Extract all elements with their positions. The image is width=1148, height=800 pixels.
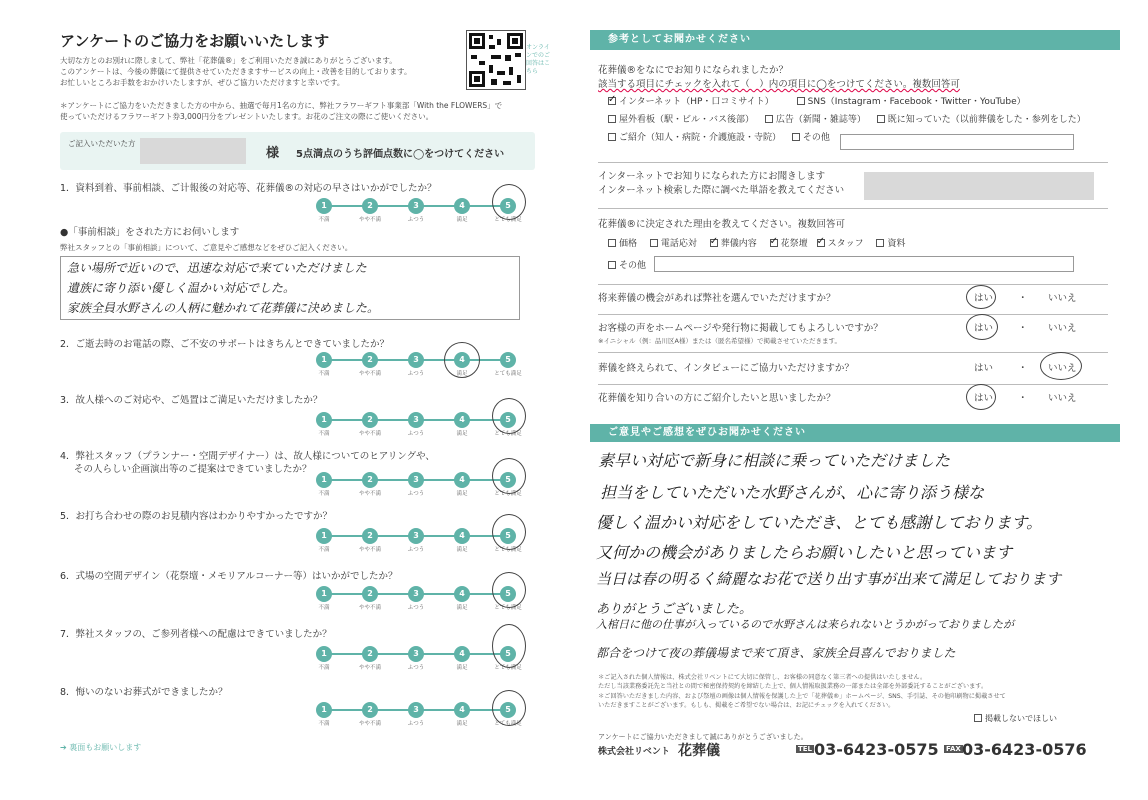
scale-label: 不満 — [318, 491, 330, 497]
reason-phone[interactable]: 電話応対 — [650, 239, 697, 249]
rating-3[interactable]: 3 — [408, 412, 424, 428]
checkbox[interactable] — [974, 714, 982, 722]
divider — [598, 208, 1108, 209]
scale-label: ふつう — [407, 217, 425, 223]
r2-question: インターネットでお知りになられた方にお聞きします — [598, 171, 826, 182]
handwritten-line: ありがとうございました。 — [596, 602, 753, 617]
selected-mark — [492, 572, 526, 608]
yn-question-1: 将来葬儀の機会があれば弊社を選んでいただけますか？ — [598, 293, 836, 304]
rating-1[interactable]: 1 — [316, 586, 332, 602]
scale-label: ふつう — [407, 371, 425, 377]
rating-4[interactable]: 4 — [454, 702, 470, 718]
rating-1[interactable]: 1 — [316, 646, 332, 662]
scale-label: やや不満 — [358, 491, 381, 497]
selected-mark — [966, 285, 996, 309]
checkbox[interactable] — [608, 115, 616, 123]
name-label: ご記入いただいた方 — [68, 139, 136, 148]
selected-mark — [492, 690, 526, 726]
scale-label: やや不満 — [358, 217, 381, 223]
tel-number[interactable]: 03-6423-0575 — [814, 740, 939, 759]
handwritten-line: 遺族に寄り添い優しく温かい対応でした。 — [67, 281, 296, 295]
thanks-text: アンケートにご協力いただきまして誠にありがとうございました。 — [598, 733, 808, 741]
scale-label: やや不満 — [358, 547, 381, 553]
yes-option[interactable]: はい — [974, 293, 994, 304]
rating-2[interactable]: 2 — [362, 528, 378, 544]
scale-label: ふつう — [407, 547, 425, 553]
handwritten-line: 当日は春の明るく綺麗なお花で送り出す事が出来て満足しております — [596, 570, 1062, 588]
selected-mark — [492, 398, 526, 434]
selected-mark — [492, 458, 526, 494]
rating-1[interactable]: 1 — [316, 702, 332, 718]
rating-5[interactable]: 5 — [500, 412, 516, 428]
checkbox[interactable] — [877, 115, 885, 123]
scale-label: ふつう — [407, 431, 425, 437]
rating-3[interactable]: 3 — [408, 528, 424, 544]
scale-label: とても満足 — [494, 547, 522, 553]
handwritten-line: 素早い対応で新身に相談に乗っていただけました — [598, 451, 951, 470]
right-page — [574, 0, 1148, 800]
rating-3[interactable]: 3 — [408, 472, 424, 488]
checkbox[interactable] — [817, 239, 825, 247]
option-signboard[interactable]: 屋外看板（駅・ビル・バス後部） — [608, 115, 754, 125]
scale-label: やや不満 — [358, 371, 381, 377]
rating-4[interactable]: 4 — [454, 472, 470, 488]
yn-question-2-note: ※イニシャル（例：品川区A様）または（匿名希望様）で掲載させていただきます。 — [598, 337, 841, 345]
handwritten-line: 担当をしていただいた水野さんが、心に寄り添う様な — [600, 483, 985, 502]
r2-sub: インターネット検索した際に調べた単語を教えてください — [598, 185, 845, 196]
qr-caption: オンラインでのご回答はこちら — [526, 44, 551, 75]
checkbox[interactable] — [608, 239, 616, 247]
yn-question-4: 花葬儀を知り合いの方にご紹介したいと思いましたか？ — [598, 393, 836, 404]
divider — [598, 384, 1108, 385]
yes-option[interactable]: はい — [974, 363, 994, 374]
selected-mark — [444, 342, 480, 378]
option-ad[interactable]: 広告（新聞・雑誌等） — [765, 115, 866, 125]
r1-instruction: 該当する項目にチェックを入れて（ ）内の項目に◯をつけてください。複数回答可 — [598, 79, 960, 90]
reason-content[interactable]: ✓ 葬儀内容 — [710, 239, 757, 249]
rating-2[interactable]: 2 — [362, 412, 378, 428]
reason-flower-altar[interactable]: ✓ 花祭壇 — [770, 239, 808, 249]
name-field[interactable] — [140, 138, 246, 164]
divider — [598, 284, 1108, 285]
question-4: 4．弊社スタッフ（プランナー・空間デザイナー）は、故人様についてのヒアリングや、 その人らしい企画演出等のご提案はできていましたか？ — [60, 451, 435, 475]
scale-q8[interactable] — [316, 702, 524, 732]
scale-label: ふつう — [407, 491, 425, 497]
scale-label: 満足 — [456, 431, 468, 437]
selected-mark — [1040, 352, 1082, 380]
rating-5[interactable]: 5 — [500, 528, 516, 544]
checkbox[interactable] — [650, 239, 658, 247]
rating-3[interactable]: 3 — [408, 352, 424, 368]
rating-3[interactable]: 3 — [408, 646, 424, 662]
checkbox[interactable] — [710, 239, 718, 247]
handwritten-line: 入棺日に他の仕事が入っているので水野さんは来られないとうかがっておりましたが — [596, 618, 1014, 631]
back-page-note: ➔ 裏面もお願いします — [60, 743, 142, 752]
scale-q4[interactable] — [316, 472, 524, 502]
rating-5[interactable]: 5 — [500, 702, 516, 718]
no-option[interactable]: いいえ — [1048, 393, 1077, 404]
scale-label: やや不満 — [358, 431, 381, 437]
rating-5[interactable]: 5 — [500, 586, 516, 602]
selected-mark — [492, 624, 526, 668]
scale-label: やや不満 — [358, 721, 381, 727]
no-option[interactable]: いいえ — [1048, 323, 1077, 334]
rating-4[interactable]: 4 — [454, 412, 470, 428]
campaign-note: ＊アンケートにご協力をいただきました方の中から、抽選で毎月1名の方に、弊社フラワーギフト事業部「With the FLOWERS」で 使っていただけるフラワーギフト券3,000円分をプレゼントいたします。お花のご注文の際にご使いください。 — [60, 101, 503, 121]
comment-area[interactable] — [590, 442, 1120, 670]
option-internet[interactable]: ✓インターネット（HP・口コミサイト） — [608, 97, 774, 107]
scale-label: 不満 — [318, 721, 330, 727]
question-8: 8．悔いのないお葬式ができましたか？ — [60, 687, 228, 698]
r3-options — [608, 238, 1108, 251]
handwritten-line: 優しく温かい対応をしていただき、とても感謝しております。 — [596, 513, 1043, 532]
privacy-notice: ＊ご記入された個人情報は、株式会社リベントにて大切に保管し、お客様の同意なく第三者への提供はいたしません。 ただし当該業務委託先と当社との間で秘密保持契約を締結した上で、個人情報取扱業務の一部または全部を外部委託することがございます。 ＊ご回答いただきました内容、および祭壇の画像は個人情報を保護した上で「花葬儀®」ホームページ、SNS、手引誌、その他印刷物に掲載させて いただきますことがございます。もしも、掲載をご希望でない場合は、お記にチェックを入れてください。 — [598, 674, 1006, 709]
rating-1[interactable]: 1 — [316, 198, 332, 214]
scale-label: とても満足 — [494, 721, 522, 727]
scale-label: 不満 — [318, 605, 330, 611]
divider — [598, 162, 1108, 163]
rating-2[interactable]: 2 — [362, 472, 378, 488]
rating-4[interactable]: 4 — [454, 528, 470, 544]
separator-dot: ・ — [1018, 363, 1028, 374]
scale-label: 満足 — [456, 605, 468, 611]
scale-q2[interactable] — [316, 352, 524, 382]
rating-5[interactable]: 5 — [500, 472, 516, 488]
scale-label: とても満足 — [494, 491, 522, 497]
rating-4[interactable]: 4 — [454, 352, 470, 368]
question-2: 2．ご逝去時のお電話の際、ご不安のサポートはきちんとできていましたか？ — [60, 339, 390, 350]
reason-materials[interactable]: 資料 — [876, 239, 905, 249]
question-3: 3．故人様へのご対応や、ご処置はご満足いただけましたか？ — [60, 395, 323, 406]
scale-label: やや不満 — [358, 665, 381, 671]
r1-question: 花葬儀®をなにでお知りになられましたか？ — [598, 65, 789, 76]
question-7: 7．弊社スタッフの、ご参列者様への配慮はできていましたか？ — [60, 629, 332, 640]
option-other[interactable]: その他 — [792, 133, 830, 143]
rating-3[interactable]: 3 — [408, 586, 424, 602]
r3-question: 花葬儀®に決定された理由を教えてください。複数回答可 — [598, 219, 846, 230]
fax-label: FAX — [946, 745, 961, 753]
scale-q7[interactable] — [316, 646, 524, 676]
yn-question-2: お客様の声をホームページや発行物に掲載してもよろしいですか？ — [598, 323, 883, 334]
r1-other-field[interactable] — [840, 134, 1074, 150]
scale-label: 不満 — [318, 217, 330, 223]
yes-option[interactable]: はい — [974, 323, 994, 334]
checkbox[interactable] — [765, 115, 773, 123]
rating-1[interactable]: 1 — [316, 412, 332, 428]
tel-label: TEL — [798, 745, 813, 753]
rating-4[interactable]: 4 — [454, 198, 470, 214]
reason-staff[interactable]: ✓ スタッフ — [817, 239, 864, 249]
q1-sub-text: 弊社スタッフとの「事前相談」について、ご意見やご感想などをぜひご記入ください。 — [60, 243, 353, 252]
no-publish-option[interactable]: 掲載しないでほしい — [974, 712, 1057, 725]
handwritten-line: 家族全員水野さんの人柄に魅かれて花葬儀に決めました。 — [67, 301, 380, 315]
no-option[interactable]: いいえ — [1048, 363, 1077, 374]
rating-5[interactable]: 5 — [500, 352, 516, 368]
scale-label: とても満足 — [494, 371, 522, 377]
fax-number[interactable]: 03-6423-0576 — [962, 740, 1087, 759]
name-block — [60, 132, 535, 170]
sama-label: 様 — [266, 146, 280, 161]
scale-q1[interactable] — [316, 198, 524, 228]
rating-2[interactable]: 2 — [362, 702, 378, 718]
q1-answer-box[interactable] — [60, 256, 520, 320]
rating-3[interactable]: 3 — [408, 702, 424, 718]
handwritten-line: 急い場所で近いので、迅速な対応で来ていただけました — [67, 261, 367, 275]
scale-label: 満足 — [456, 371, 468, 377]
search-term-field[interactable] — [864, 172, 1094, 200]
separator-dot: ・ — [1018, 323, 1028, 334]
checkbox[interactable] — [792, 133, 800, 141]
scale-label: やや不満 — [358, 605, 381, 611]
rating-1[interactable]: 1 — [316, 352, 332, 368]
option-referral[interactable]: ご紹介（知人・病院・介護施設・寺院） — [608, 133, 781, 143]
scale-label: とても満足 — [494, 217, 522, 223]
selected-mark — [492, 184, 526, 220]
company-name: 株式会社リベント — [598, 747, 670, 757]
rating-1[interactable]: 1 — [316, 472, 332, 488]
separator-dot: ・ — [1018, 293, 1028, 304]
rating-1[interactable]: 1 — [316, 528, 332, 544]
intro-text: 大切な方とのお別れに際しまして、弊社「花葬儀®」をご利用いただき誠にありがとうございます。 このアンケートは、今後の葬儀にて提供させていただきますサービスの向上・改善を目的しております。 お忙しいところお手数をおかけいたしますが、ぜひご協力いただけますと幸いです。 — [60, 56, 412, 87]
handwritten-line: 都合をつけて夜の葬儀場まで来て頂き、家族全員喜んでおりました — [596, 646, 956, 660]
qr-code[interactable] — [466, 30, 526, 90]
rating-2[interactable]: 2 — [362, 646, 378, 662]
scale-label: とても満足 — [494, 665, 522, 671]
r3-other[interactable]: その他 — [608, 260, 646, 273]
scale-label: ふつう — [407, 721, 425, 727]
divider — [598, 352, 1108, 353]
checkbox[interactable] — [608, 261, 616, 269]
section-header-comments: ご意見やご感想をぜひお聞かせください — [590, 424, 1120, 442]
qr-code-icon — [467, 31, 525, 89]
rating-2[interactable]: 2 — [362, 586, 378, 602]
checkbox[interactable] — [876, 239, 884, 247]
no-option[interactable]: いいえ — [1048, 293, 1077, 304]
scale-label: 満足 — [456, 217, 468, 223]
question-6: 6．式場の空間デザイン（花祭壇・メモリアルコーナー等）はいかがでしたか？ — [60, 571, 398, 582]
scale-q6[interactable] — [316, 586, 524, 616]
yes-option[interactable]: はい — [974, 393, 994, 404]
checkbox[interactable] — [608, 133, 616, 141]
question-1: 1．資料到着、事前相談、ご计報後の対応等、花葬儀®の対応の早さはいかがでしたか？ — [60, 183, 437, 194]
scale-label: 不満 — [318, 665, 330, 671]
rating-instruction: 5点満点のうち評価点数に◯をつけてください — [296, 149, 505, 160]
option-sns[interactable]: SNS（Instagram・Facebook・Twitter・YouTube） — [797, 97, 1026, 107]
rating-5[interactable]: 5 — [500, 646, 516, 662]
scale-label: 満足 — [456, 665, 468, 671]
rating-2[interactable]: 2 — [362, 198, 378, 214]
scale-label: 満足 — [456, 721, 468, 727]
divider — [598, 314, 1108, 315]
r3-other-field[interactable] — [654, 256, 1074, 272]
reason-price[interactable]: 価格 — [608, 239, 637, 249]
survey-title: アンケートのご協力をお願いいたします — [60, 32, 330, 50]
rating-2[interactable]: 2 — [362, 352, 378, 368]
checkbox[interactable] — [797, 97, 805, 105]
scale-label: 不満 — [318, 371, 330, 377]
handwritten-line: 又何かの機会がありましたらお願いしたいと思っています — [596, 543, 1013, 562]
scale-q3[interactable] — [316, 412, 524, 442]
checkbox[interactable] — [608, 97, 616, 105]
scale-label: 満足 — [456, 491, 468, 497]
brand-logo: 花葬儀 — [678, 743, 720, 759]
scale-label: 不満 — [318, 431, 330, 437]
scale-label: とても満足 — [494, 431, 522, 437]
separator-dot: ・ — [1018, 393, 1028, 404]
scale-q5[interactable] — [316, 528, 524, 558]
q1-sub-heading: ●「事前相談」をされた方にお伺いします — [60, 227, 240, 238]
rating-4[interactable]: 4 — [454, 646, 470, 662]
checkbox[interactable] — [770, 239, 778, 247]
rating-4[interactable]: 4 — [454, 586, 470, 602]
question-5: 5．お打ち合わせの際のお見積内容はわかりやすかったですか？ — [60, 511, 333, 522]
option-known[interactable]: 既に知っていた（以前葬儀をした・参列をした） — [877, 115, 1086, 125]
scale-label: とても満足 — [494, 605, 522, 611]
scale-label: 満足 — [456, 547, 468, 553]
selected-mark — [966, 384, 996, 410]
scale-label: 不満 — [318, 547, 330, 553]
section-header-reference: 参考としてお聞かせください — [590, 30, 1120, 50]
scale-label: ふつう — [407, 665, 425, 671]
scale-label: ふつう — [407, 605, 425, 611]
rating-3[interactable]: 3 — [408, 198, 424, 214]
selected-mark — [492, 514, 526, 550]
rating-5[interactable]: 5 — [500, 198, 516, 214]
yn-question-3: 葬儀を終えられて、インタビューにご協力いただけますか？ — [598, 363, 854, 374]
selected-mark — [966, 314, 998, 340]
